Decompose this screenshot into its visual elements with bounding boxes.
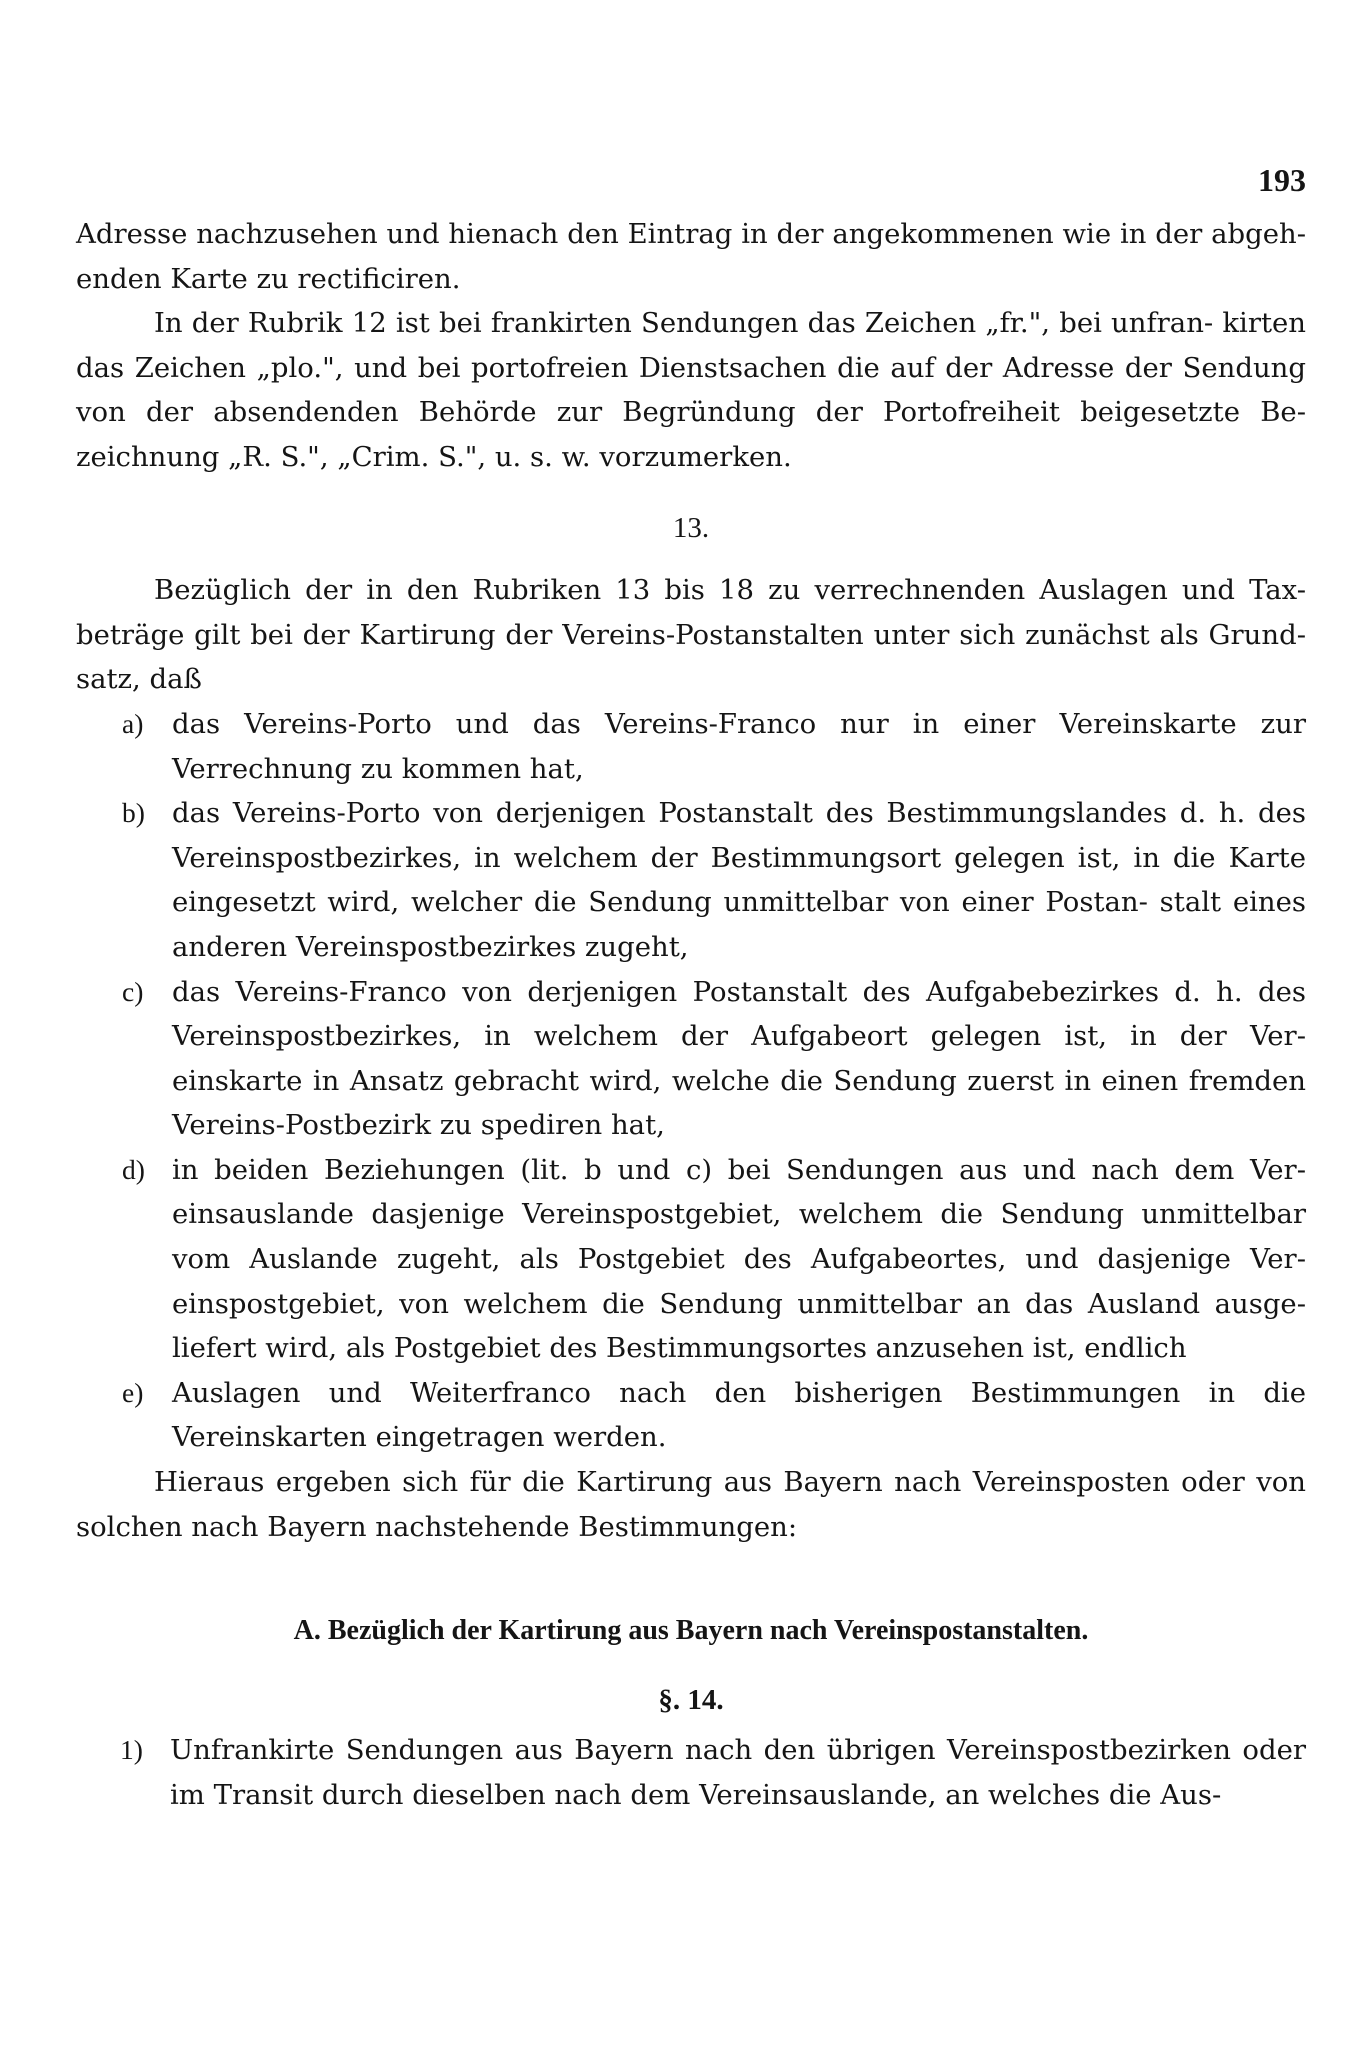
paragraph-rubriken-13-18: Bezüglich der in den Rubriken 13 bis 18 zu verrechnenden Auslagen und Tax- beträge gilt bei der Kartirung der Vereins-Postanstalten unter sich zunächst als Grund- satz, daß [76, 574, 1306, 696]
section-heading-13: 13. [672, 511, 710, 544]
list-item [76, 1148, 1306, 1371]
list-marker: 1) [120, 1734, 143, 1766]
numbered-item [76, 1728, 1306, 1817]
list-item-text: das Vereins-Porto und das Vereins-Franco nur in einer Vereinskarte zur Verrechnung zu kommen hat, [172, 707, 1306, 785]
paragraph-bestimmungen-intro: Hieraus ergeben sich für die Kartirung aus Bayern nach Vereinsposten oder von solchen nach Bayern nachstehende Bestimmungen: [76, 1466, 1306, 1543]
list-marker: b) [122, 797, 145, 829]
list-marker: c) [122, 975, 144, 1007]
subsection-heading-a: A. Bezüglich der Kartirung aus Bayern nach Vereinspostanstalten. [293, 1615, 1089, 1647]
section-heading-14: §. 14. [658, 1683, 724, 1716]
list-item [76, 970, 1306, 1148]
list-item-text: das Vereins-Franco von derjenigen Postanstalt des Aufgabebezirkes d. h. des Vereinspostbezirkes, in welchem der Aufgabeort gelegen ist, in der Ver- einskarte in Ansatz gebracht wird, welche die Sendung zuerst in einen fremden Vereins-Postbezirk zu spediren hat, [172, 975, 1306, 1142]
paragraph-continuation: Adresse nachzusehen und hienach den Eintrag in der angekommenen wie in der abgeh- enden Karte zu rectificiren. [76, 218, 1306, 295]
list-item [76, 1371, 1306, 1460]
list-marker: d) [122, 1153, 145, 1185]
list-marker: a) [122, 707, 144, 739]
list-item-text: in beiden Beziehungen (lit. b und c) bei Sendungen aus und nach dem Ver- einsauslande dasjenige Vereinspostgebiet, welchem die Sendung unmittelbar vom Auslande zugeht, als Postgebiet des Aufgabeortes, und dasjenige Ver- einspostgebiet, von welchem die Sendung unmittelbar an das Ausland ausge- liefert wird, als Postgebiet des Bestimmungsortes anzusehen ist, endlich [172, 1153, 1306, 1365]
list-item-text: Unfrankirte Sendungen aus Bayern nach den übrigen Vereinspostbezirken oder im Transit durch dieselben nach dem Vereinsauslande, an welches die Aus- [170, 1734, 1306, 1811]
body-text [76, 212, 1306, 1818]
list-item-text: das Vereins-Porto von derjenigen Postanstalt des Bestimmungslandes d. h. des Vereinspostbezirkes, in welchem der Bestimmungsort gelegen ist, in die Karte eingesetzt wird, welcher die Sendung unmittelbar von einer Postan- stalt eines anderen Vereinspostbezirkes zugeht, [172, 797, 1306, 963]
list-item-text: Auslagen und Weiterfranco nach den bisherigen Bestimmungen in die Vereinskarten eingetragen werden. [172, 1376, 1306, 1454]
paragraph-rubrik-12: In der Rubrik 12 ist bei frankirten Sendungen das Zeichen „fr.", bei unfran- kirten das Zeichen „plo.", und bei portofreien Dienstsachen die auf der Adresse der Sendung von der absendenden Behörde zur Begründung der Portofreiheit beigesetzte Be- zeichnung „R. S.", „Crim. S.", u. s. w. vorzumerken. [76, 307, 1306, 473]
list-item [76, 702, 1306, 791]
page-number: 193 [1258, 162, 1306, 198]
list-item [76, 791, 1306, 969]
list-marker: e) [122, 1376, 144, 1408]
lettered-list [76, 702, 1306, 1460]
